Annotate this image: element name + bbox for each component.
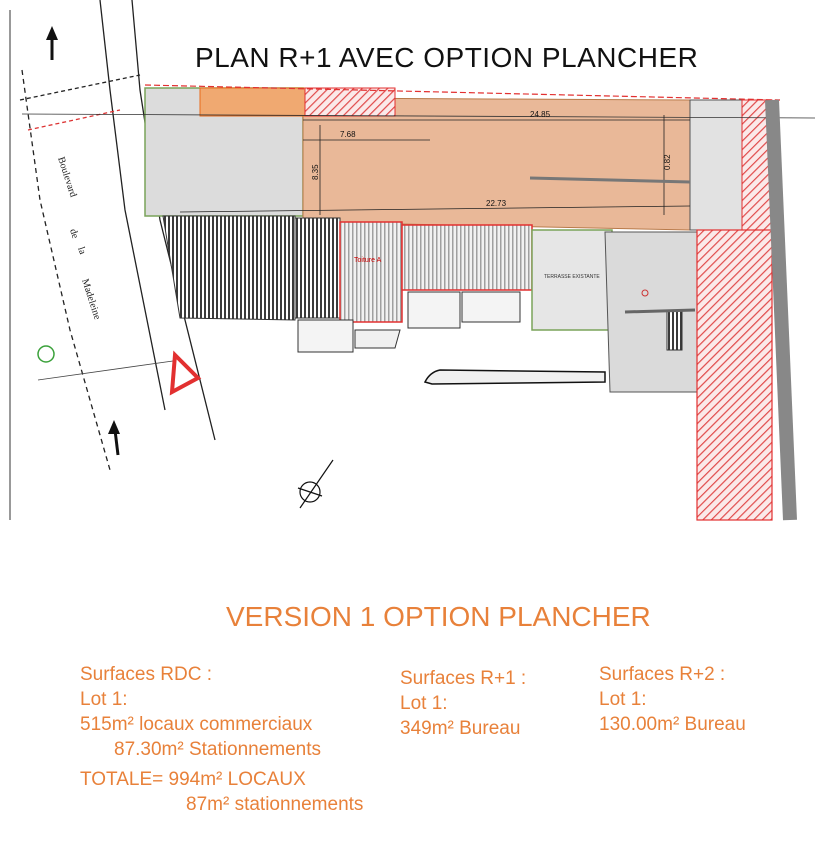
hatched-zone: [402, 225, 532, 290]
wall-strip: [697, 230, 772, 520]
r1-office: 349m² Bureau: [400, 718, 521, 739]
r2-surfaces: [599, 662, 746, 737]
curved-ramp: [425, 370, 605, 384]
stair-block: [690, 100, 742, 230]
street-name-word: de: [67, 227, 81, 240]
compass-icon: [298, 460, 333, 508]
rdc-heading: Surfaces RDC :: [80, 664, 212, 685]
version-title: VERSION 1 OPTION PLANCHER: [226, 601, 651, 632]
room-label: Toiture A: [354, 257, 382, 264]
balcony-strip: [305, 88, 395, 116]
street-name-word: Madeleine: [79, 277, 103, 322]
north-arrow-icon: [46, 26, 58, 60]
dimension-label: 8.35: [311, 164, 320, 180]
stair-icon: [667, 310, 682, 350]
dimension-label: 22.73: [486, 199, 507, 208]
r1-lot: Lot 1:: [400, 693, 448, 714]
hatched-roof-zone: [163, 216, 295, 320]
toiture-zone: [340, 222, 402, 322]
rdc-total: TOTALE= 994m² LOCAUX: [80, 769, 306, 790]
balcony-strip: [200, 88, 305, 116]
plan-title: PLAN R+1 AVEC OPTION PLANCHER: [195, 42, 699, 73]
r2-office: 130.00m² Bureau: [599, 714, 746, 735]
tree-icon: [38, 346, 54, 362]
r1-heading: Surfaces R+1 :: [400, 668, 527, 689]
dimension-label: 7.68: [340, 130, 356, 139]
rdc-parking: 87.30m² Stationnements: [114, 739, 322, 760]
room-label: TERRASSE EXISTANTE: [544, 274, 600, 280]
parking-space: [298, 320, 353, 352]
street-name-word: Boulevard: [55, 155, 79, 199]
rdc-surfaces: [80, 662, 363, 817]
dimension-label: 24.85: [530, 110, 551, 119]
street-name-word: la: [75, 245, 88, 256]
ramp: [355, 330, 400, 348]
r2-lot: Lot 1:: [599, 689, 647, 710]
warning-triangle-icon: [172, 355, 198, 392]
street-name: [55, 156, 103, 322]
parking-space: [462, 292, 520, 322]
parking-space: [408, 292, 460, 328]
r1-surfaces: [400, 666, 526, 741]
rdc-total-parking: 87m² stationnements: [186, 794, 364, 815]
north-arrow-icon: [108, 420, 120, 455]
stair-hatch: [295, 218, 340, 318]
terrace-zone: [532, 230, 612, 330]
dimension-label: 0.82: [663, 154, 672, 170]
r2-heading: Surfaces R+2 :: [599, 664, 726, 685]
rdc-commercial: 515m² locaux commerciaux: [80, 714, 313, 735]
rdc-lot: Lot 1:: [80, 689, 128, 710]
